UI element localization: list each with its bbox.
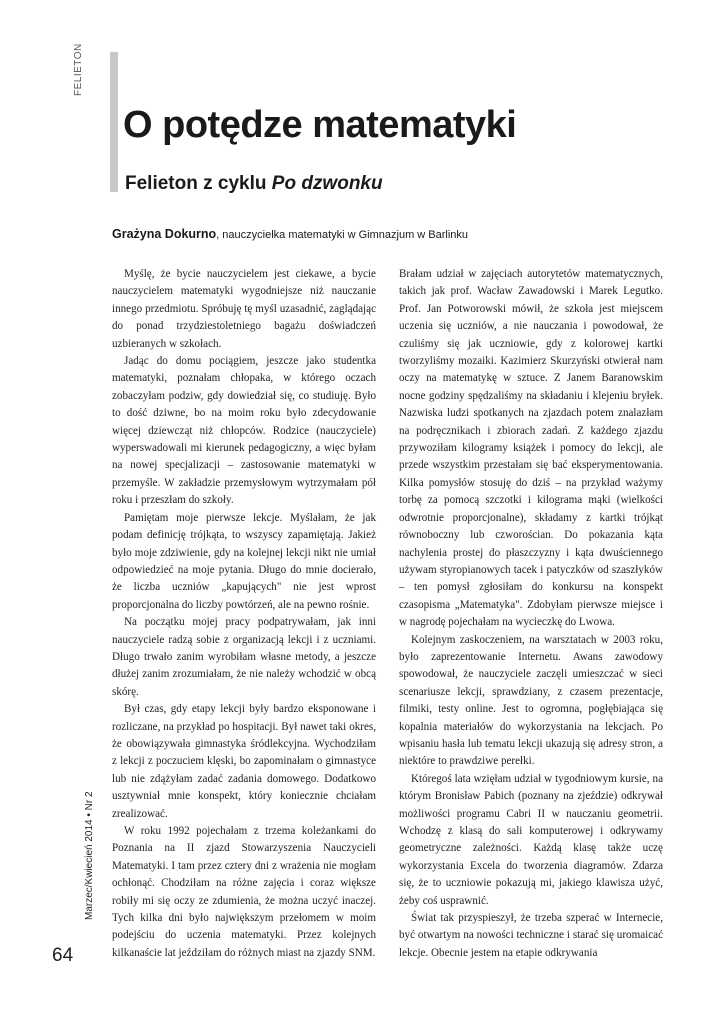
text-column-left [112,266,376,962]
paragraph: W roku 1992 pojechałam z trzema koleżankami do Poznania na II zjazd Stowarzyszenia Nauczycieli Matematyki. I tam przez cztery dni z wrażenia nie mogłam ochłonąć. Chodziłam na różne zajęcia i coraz większe robiły mi się oczy ze zdumienia, że można uczyć inaczej. Tych kilka dni było największym przełomem w moim podejściu do uczenia matematyki. Przez kolejnych kilkanaście lat jeździłam do różnych miast na zjazdy SNM. [112,825,376,959]
paragraph: Był czas, gdy etapy lekcji były bardzo eksponowane i rozliczane, na przykład po hospitacji. Był nawet taki okres, że obowiązywała gimnastyka śródlekcyjna. Wychodziłam z lekcji z poczuciem klęski, bo zapominałam o gimnastyce lub nie zdążyłam zadać zadania domowego. Dodatkowo usztywniał mnie konspekt, który koniecznie chciałam zrealizować. [112,703,376,820]
paragraph: Na początku mojej pracy podpatrywałam, jak inni nauczyciele radzą sobie z organizacją lekcji i z uczniami. Długo trwało zanim wyrobiłam własne metody, a jeszcze dłużej zanim zrozumiałam, że nie należy wchodzić w obcą skórę. [112,616,376,698]
author-byline [112,227,468,241]
article-title: O potędze matematyki [123,104,517,146]
paragraph: Pamiętam moje pierwsze lekcje. Myślałam, że jak podam definicję trójkąta, to wszyscy zapamiętają. Jakież było moje zdziwienie, gdy na kolejnej lekcji nikt nie umiał odpowiedzieć na moje pytania. Długo do mnie docierało, że liczba uczniów „kapujących" nie jest wprost proporcjonalna do liczby powtórzeń, ale na pewno rośnie. [112,511,376,611]
paragraph: Jadąc do domu pociągiem, jeszcze jako studentka matematyki, poznałam chłopaka, w którego oczach zobaczyłam podziw, gdy dowiedział się, co studiuję. Było to dość dziwne, bo na moim roku było zdecydowanie więcej dziewcząt niż chłopców. Rodzice (nauczyciele) wyperswadowali mi kierunek pedagogiczny, a więc byłam na nowej specjalizacji – zastosowanie matematyki w przemyśle. W zakładzie przemysłowym wytrzymałam pół roku i przeszłam do szkoły. [112,355,376,507]
page-number: 64 [52,945,74,966]
subtitle-prefix: Felieton z cyklu [125,173,272,194]
author-name: Grażyna Dokurno [112,227,217,241]
section-label: FELIETON [73,43,84,96]
paragraph: Któregoś lata wzięłam udział w tygodniowym kursie, na którym Bronisław Pabich (poznany na zjeździe) odkrywał możliwości programu Cabri II w nauczaniu geometrii. Wchodzę z klasą do sali komputerowej i odkrywamy geometryczne zależności. Każdą klasę także uczę wykorzystania Excela do tworzenia diagramów. Zdarza się, że to uczniowie pokazują mi, jakiego klawisza użyć, żeby coś usprawnić. [399,772,663,907]
title-accent-bar [110,52,118,192]
author-role: , nauczycielka matematyki w Gimnazjum w Barlinku [216,229,469,241]
subtitle-series: Po dzwonku [271,173,383,194]
paragraph: Myślę, że bycie nauczycielem jest ciekawe, a bycie nauczycielem matematyki wygodniejsze niż nauczanie innego przedmiotu. Spróbuję tę myśl uzasadnić, zaglądając do ponad trzydziestoletniego bagażu doświadczeń uzbieranych w szkołach. [112,268,376,350]
paragraph: Kolejnym zaskoczeniem, na warsztatach w 2003 roku, było zaprezentowanie Internetu. Awans zawodowy spowodował, że nauczyciele zaczęli umieszczać w sieci scenariusze lekcji, sprawdziany, z czasem prezentacje, filmiki, testy online. Jest to ogromna, pogłębiająca się kopalnia materiałów do wykorzystania na lekcjach. Po wpisaniu hasła lub tematu lekcji ukazują się adresy stron, a niektóre to prawdziwe perełki. [399,633,663,768]
issue-label: Marzec/Kwiecień 2014 • Nr 2 [84,791,95,920]
paragraph: Brałam udział w zajęciach autorytetów matematycznych, takich jak prof. Wacław Zawadowski i Marek Legutko. Prof. Jan Potworowski mówił, że szkoła jest miejscem uczenia się uczniów, a nie nauczania i powodował, że czuliśmy się jak uczniowie, gdy z kolorowej kartki tworzyliśmy mozaiki. Kazimierz Skurzyński otwierał nam oczy na matematykę w sztuce. Z Janem Baranowskim nocne godziny spędzaliśmy na składaniu i klejeniu bryłek. Nazwiska ludzi spotkanych na zjazdach potem znalazłam na podręcznikach i zbiorach zadań. Z każdego zjazdu przywoziłam kilogramy książek i pomocy do lekcji, ale przede wszystkim przestałam się bać eksperymentowania. Kilka pomysłów stosuję do dziś – na przykład ważymy torbę za pomocą szczotki i kilograma mąki (wielkości odwrotnie proporcjonalne), składamy z kartki trójkąt równoboczny lub czworościan. Do pokazania kąta nachylenia prostej do płaszczyzny i kąta dwuściennego używam styropianowych tacek i patyczków od szaszłyków – ten pomysł zgłosiłam do konkursu na konspekt czasopisma „Matematyka". Zdobyłam pierwsze miejsce i w nagrodę pojechałam na wycieczkę do Lwowa. [399,268,663,629]
paragraph: Świat tak przyspieszył, że trzeba szperać w Internecie, być otwartym na nowości techniczne i starać się uromaicać lekcje. Obecnie jestem na etapie odkrywania [399,912,663,959]
article-subtitle [125,173,383,195]
text-column-right [399,266,663,962]
